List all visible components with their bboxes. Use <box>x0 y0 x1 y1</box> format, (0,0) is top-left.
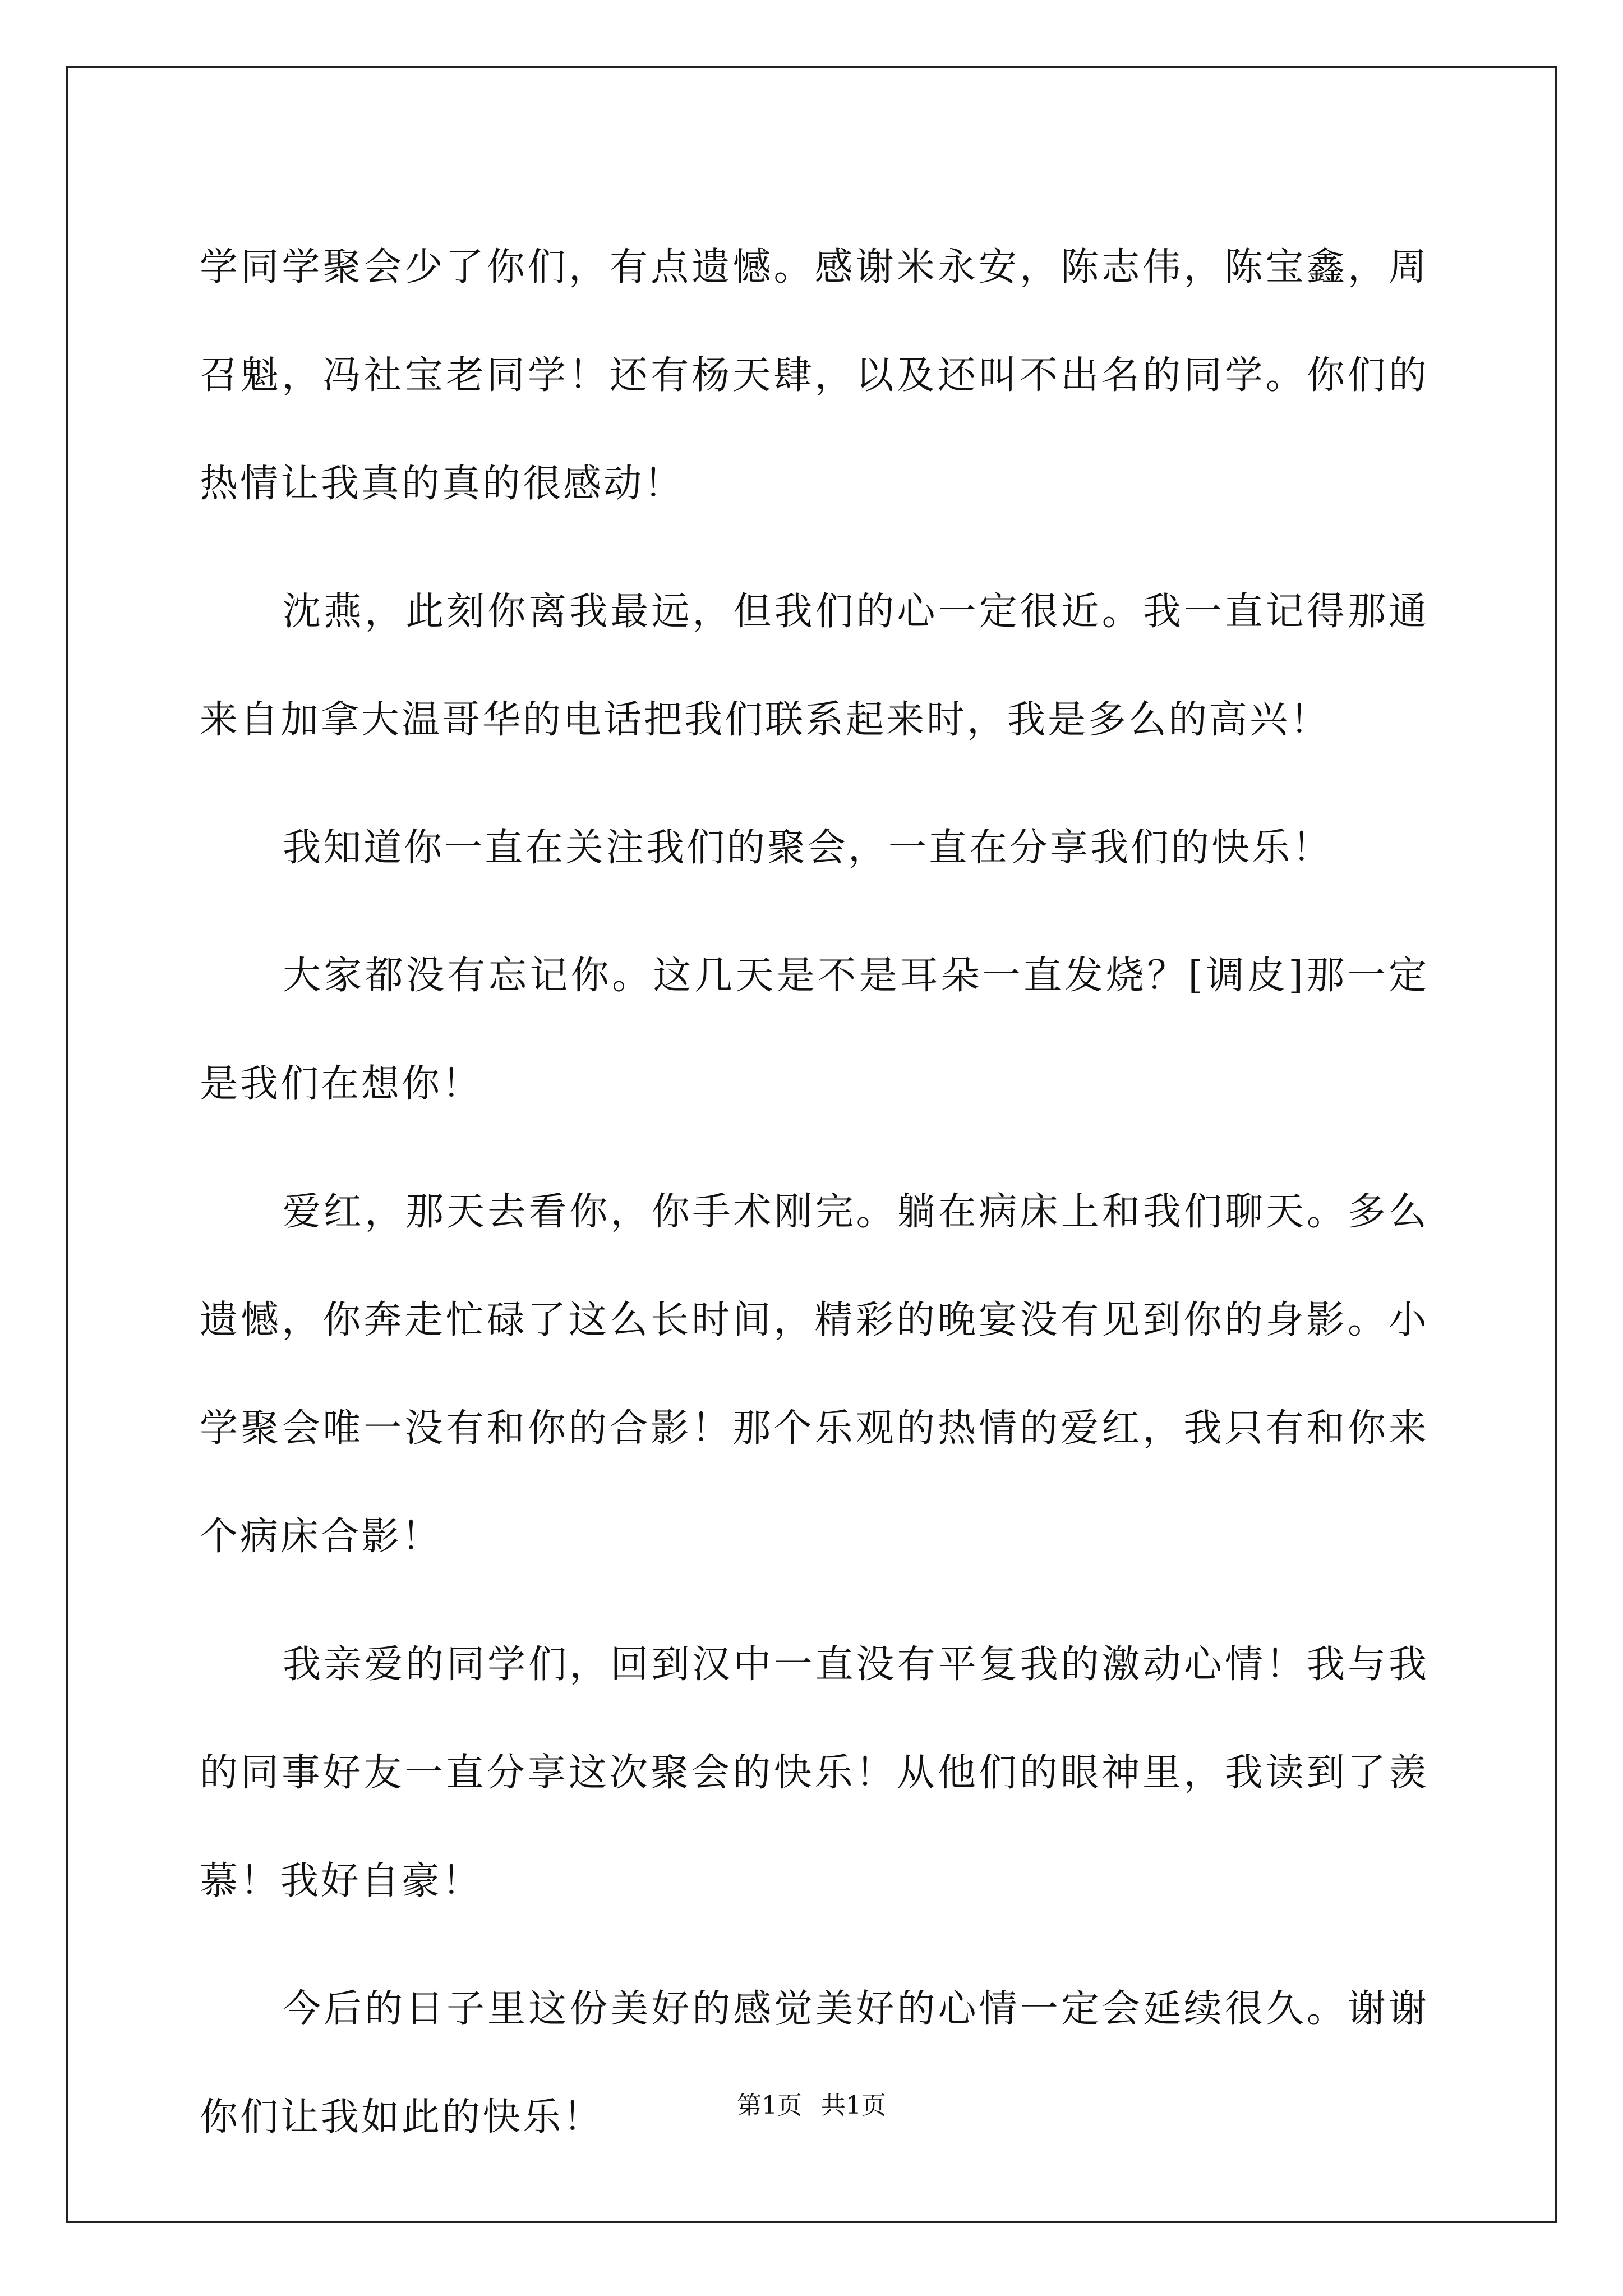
document-body <box>200 213 1429 2191</box>
paragraph: 学同学聚会少了你们，有点遗憾。感谢米永安，陈志伟，陈宝鑫，周召魁，冯社宝老同学！还有杨天肆，以及还叫不出名的同学。你们的热情让我真的真的很感动！ <box>200 245 1429 506</box>
page-number: 第1页 <box>737 2091 802 2120</box>
page-footer <box>0 2089 1623 2123</box>
paragraph: 我知道你一直在关注我们的聚会，一直在分享我们的快乐！ <box>283 826 1333 870</box>
paragraph: 我亲爱的同学们，回到汉中一直没有平复我的激动心情！我与我的同事好友一直分享这次聚会的快乐！从他们的眼神里，我读到了羡慕！我好自豪！ <box>200 1642 1429 1903</box>
paragraph: 大家都没有忘记你。这几天是不是耳朵一直发烧？[调皮]那一定是我们在想你！ <box>200 954 1429 1106</box>
paragraph: 沈燕，此刻你离我最远，但我们的心一定很近。我一直记得那通来自加拿大温哥华的电话把我们联系起来时，我是多么的高兴！ <box>200 590 1429 742</box>
paragraph: 爱红，那天去看你，你手术刚完。躺在病床上和我们聊天。多么遗憾，你奔走忙碌了这么长时间，精彩的晚宴没有见到你的身影。小学聚会唯一没有和你的合影！那个乐观的热情的爱红，我只有和你来个病床合影！ <box>200 1190 1429 1559</box>
paragraph: 今后的日子里这份美好的感觉美好的心情一定会延续很久。谢谢你们让我如此的快乐！ <box>200 1987 1429 2139</box>
page-count: 共1页 <box>821 2091 886 2120</box>
